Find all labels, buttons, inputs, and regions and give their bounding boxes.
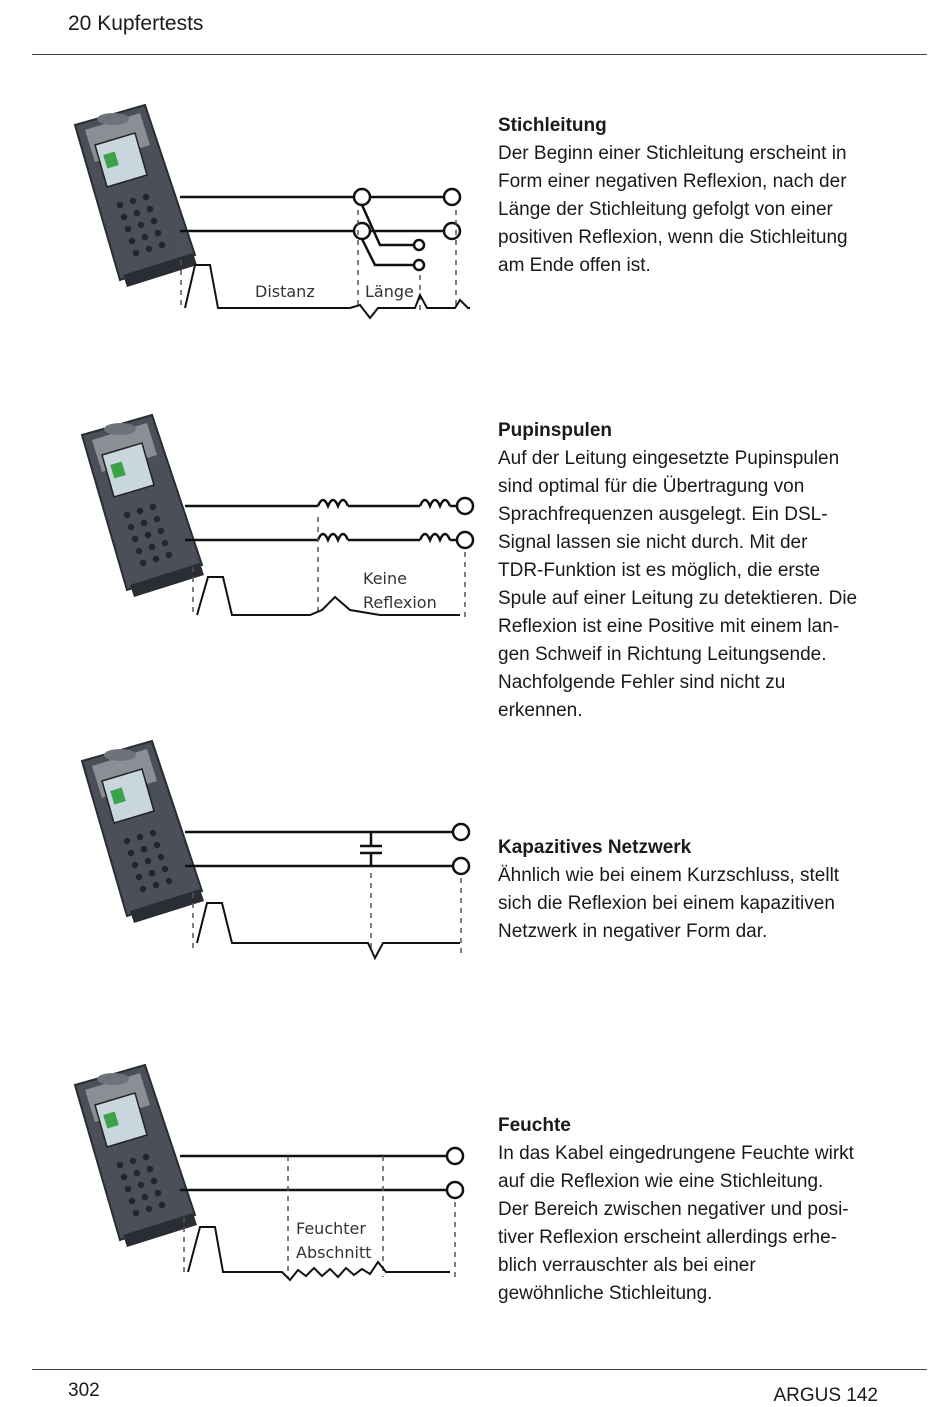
text-line: Auf der Leitung eingesetzte Pupinspulen (498, 448, 840, 469)
text-line: sind optimal für die Übertragung von (498, 476, 805, 497)
text-line: Der Bereich zwischen negativer und posi- (498, 1199, 849, 1220)
text-line: Länge der Stichleitung gefolgt von einer (498, 199, 833, 220)
header-rule (32, 54, 927, 55)
text-line: Ähnlich wie bei einem Kurzschluss, stellt (498, 865, 840, 886)
diagram-stichleitung (60, 100, 490, 330)
diagram-label-feuchter: Feuchter (296, 1219, 366, 1238)
diagram-label-keine: Keine (363, 569, 407, 588)
product-name: ARGUS 142 (773, 1385, 878, 1406)
diagram-label-abschnitt: Abschnitt (296, 1243, 372, 1262)
section-heading: Kapazitives Netzwerk (498, 837, 692, 858)
diagram-label-distanz: Distanz (255, 282, 315, 301)
text-line: Signal lassen sie nicht durch. Mit der (498, 532, 808, 553)
text-line: am Ende offen ist. (498, 255, 651, 276)
diagram-feuchte (60, 1062, 490, 1292)
text-line: TDR-Funktion ist es möglich, die erste (498, 560, 821, 581)
diagram-label-reflexion: Reflexion (363, 593, 437, 612)
diagram-kapazitives-netzwerk (60, 738, 490, 963)
text-line: Spule auf einer Leitung zu detektieren. Die (498, 588, 858, 609)
section-heading: Stichleitung (498, 115, 607, 136)
text-line: sich die Reflexion bei einem kapazitiven (498, 893, 835, 914)
text-line: positiven Reflexion, wenn die Stichleitung (498, 227, 848, 248)
section-kapazitives-netzwerk (498, 834, 898, 946)
text-line: gewöhnliche Stichleitung. (498, 1283, 713, 1304)
text-line: tiver Reflexion erscheint allerdings erhe- (498, 1227, 837, 1248)
diagram-label-laenge: Länge (365, 282, 414, 301)
text-line: erkennen. (498, 700, 583, 721)
section-heading: Feuchte (498, 1115, 571, 1136)
text-line: Reflexion ist eine Positive mit einem lan- (498, 616, 840, 637)
text-line: Nachfolgende Fehler sind nicht zu (498, 672, 786, 693)
text-line: Form einer negativen Reflexion, nach der (498, 171, 847, 192)
diagram-pupinspulen (60, 412, 490, 627)
section-feuchte (498, 1112, 898, 1308)
section-heading: Pupinspulen (498, 420, 612, 441)
page-header-title: 20 Kupfertests (68, 12, 204, 35)
text-line: blich verrauschter als bei einer (498, 1255, 756, 1276)
page-number: 302 (68, 1380, 100, 1401)
text-line: auf die Reflexion wie eine Stichleitung. (498, 1171, 824, 1192)
text-line: Der Beginn einer Stichleitung erscheint in (498, 143, 847, 164)
text-line: Netzwerk in negativer Form dar. (498, 921, 768, 942)
text-line: Sprachfrequenzen ausgelegt. Ein DSL- (498, 504, 828, 525)
footer-rule (32, 1369, 927, 1370)
text-line: In das Kabel eingedrungene Feuchte wirkt (498, 1143, 854, 1164)
section-stichleitung (498, 112, 898, 280)
section-pupinspulen (498, 417, 898, 725)
text-line: gen Schweif in Richtung Leitungsende. (498, 644, 827, 665)
